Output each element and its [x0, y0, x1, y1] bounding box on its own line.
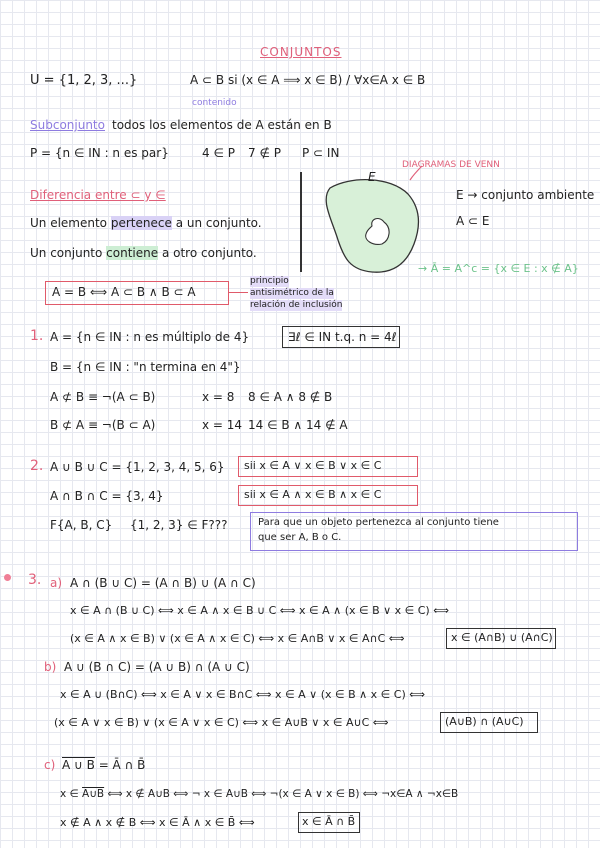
- pertenece-pre: Un elemento: [30, 216, 108, 230]
- subset-def: A ⊂ B si (x ∈ A ⟹ x ∈ B) / ∀x∈A x ∈ B: [190, 73, 426, 87]
- venn-ambient: E → conjunto ambiente: [456, 188, 595, 202]
- ex3-c-line-1-ovl: A∪B: [82, 788, 105, 800]
- ex3-b-label: b): [44, 660, 57, 674]
- ex3-a-label: a): [50, 576, 63, 590]
- subconjunto-def: todos los elementos de A están en B: [112, 118, 332, 132]
- ex1-l4c: 14 ∈ B ∧ 14 ∉ A: [248, 418, 348, 432]
- ex1-boxed-text: ∃ℓ ∈ IN t.q. n = 4ℓ: [288, 330, 397, 344]
- principle-line-3: relación de inclusión: [250, 300, 343, 310]
- venn-e-label: E: [368, 170, 376, 184]
- p-subset-n: P ⊂ IN: [302, 146, 340, 160]
- ex3-a-title: A ∩ (B ∪ C) = (A ∩ B) ∪ (A ∩ C): [70, 576, 256, 590]
- ex2-f: F{A, B, C}: [50, 518, 113, 532]
- ex3-a-line-1: x ∈ A ∩ (B ∪ C) ⟺ x ∈ A ∧ x ∈ B ∪ C ⟺ x ∈ A ∧ (x ∈ B ∨ x ∈ C) ⟺: [70, 604, 449, 617]
- contenido-label: contenido: [192, 98, 237, 108]
- ex3-b-line-1: x ∈ A ∪ (B∩C) ⟺ x ∈ A ∨ x ∈ B∩C ⟺ x ∈ A ∨ (x ∈ B ∧ x ∈ C) ⟺: [60, 688, 426, 701]
- venn-a-subset-e: A ⊂ E: [456, 214, 490, 228]
- ex3-c-title-rhs: = Ā ∩ B̄: [98, 758, 146, 772]
- ex1-l4b: x = 14: [202, 418, 243, 432]
- ex3-b-title: A ∪ (B ∩ C) = (A ∪ B) ∩ (A ∪ C): [64, 660, 250, 674]
- ex3-c-title-lhs: A ∪ B: [62, 758, 95, 772]
- ex1-a-def: A = {n ∈ IN : n es múltiplo de 4}: [50, 330, 250, 344]
- ex3-c-line-1-pre: x ∈: [60, 788, 79, 800]
- ex1-l3c: 8 ∈ A ∧ 8 ∉ B: [248, 390, 333, 404]
- primes-def: P = {n ∈ IN : n es par}: [30, 146, 169, 160]
- equality-connector: [228, 292, 248, 293]
- principle-line-1: principio: [250, 276, 289, 286]
- ex1-number: 1.: [30, 328, 44, 344]
- contiene-line: [30, 246, 257, 260]
- ex2-f2: {1, 2, 3} ∈ F???: [130, 518, 228, 532]
- ex2-union: A ∪ B ∪ C = {1, 2, 3, 4, 5, 6}: [50, 460, 225, 474]
- equality-formula: A = B ⟺ A ⊂ B ∧ B ⊂ A: [52, 285, 196, 299]
- ex2-inter: A ∩ B ∩ C = {3, 4}: [50, 489, 164, 503]
- pertenece-line: [30, 216, 262, 230]
- ex2-inter-box-text: sii x ∈ A ∧ x ∈ B ∧ x ∈ C: [244, 488, 382, 501]
- ex3-c-label: c): [44, 758, 56, 772]
- contiene-pre: Un conjunto: [30, 246, 103, 260]
- pertenece-post: a un conjunto.: [175, 216, 262, 230]
- ex3-c-line-1-post: ⟺ x ∉ A∪B ⟺ ¬ x ∈ A∪B ⟺ ¬(x ∈ A ∨ x ∈ B) ⟺ ¬x∈A ∧ ¬x∈B: [107, 788, 459, 800]
- pertenece-word: pertenece: [110, 216, 172, 230]
- universe-def: U = {1, 2, 3, ...}: [30, 73, 138, 88]
- contiene-post: a otro conjunto.: [161, 246, 257, 260]
- contiene-word: contiene: [106, 246, 159, 260]
- bullet-dot: [4, 574, 11, 581]
- seven-notin-p: 7 ∉ P: [248, 146, 281, 160]
- ex2-number: 2.: [30, 458, 44, 474]
- four-in-p: 4 ∈ P: [202, 146, 235, 160]
- venn-complement: → Ā = A^c = {x ∈ E : x ∉ A}: [418, 262, 579, 275]
- vertical-divider: [300, 172, 302, 272]
- ex3-c-line-1: [60, 788, 458, 801]
- venn-title: DIAGRAMAS DE VENN: [402, 160, 500, 170]
- ex1-l3b: x = 8: [202, 390, 235, 404]
- ex3-b-box-text: (A∪B) ∩ (A∪C): [445, 715, 524, 728]
- ex3-c-box-text: x ∈ Ā ∩ B̄: [302, 815, 356, 828]
- ex3-a-box-text: x ∈ (A∩B) ∪ (A∩C): [451, 631, 553, 644]
- ex1-l4a: B ⊄ A ≡ ¬(B ⊂ A): [50, 418, 156, 432]
- ex2-note-line-2: que ser A, B o C.: [258, 532, 342, 543]
- ex2-union-box-text: sii x ∈ A ∨ x ∈ B ∨ x ∈ C: [244, 459, 382, 472]
- page-title: CONJUNTOS: [260, 45, 342, 59]
- ex3-b-line-2: (x ∈ A ∨ x ∈ B) ∨ (x ∈ A ∨ x ∈ C) ⟺ x ∈ A∪B ∨ x ∈ A∪C ⟺: [54, 716, 389, 729]
- ex3-c-title: [62, 758, 145, 772]
- principle-line-2: antisimétrico de la: [250, 288, 334, 298]
- ex3-a-line-2: (x ∈ A ∧ x ∈ B) ∨ (x ∈ A ∧ x ∈ C) ⟺ x ∈ A∩B ∨ x ∈ A∩C ⟺: [70, 632, 405, 645]
- ex3-number: 3.: [28, 572, 42, 588]
- ex3-c-line-2: x ∉ A ∧ x ∉ B ⟺ x ∈ Ā ∧ x ∈ B̄ ⟺: [60, 816, 255, 829]
- diferencia-heading: Diferencia entre ⊂ y ∈: [30, 188, 166, 202]
- subconjunto-word: Subconjunto: [30, 118, 105, 132]
- ex1-b-def: B = {n ∈ IN : "n termina en 4"}: [50, 360, 241, 374]
- ex1-l3a: A ⊄ B ≡ ¬(A ⊂ B): [50, 390, 156, 404]
- ex2-note-line-1: Para que un objeto pertenezca al conjunto tiene: [258, 517, 499, 528]
